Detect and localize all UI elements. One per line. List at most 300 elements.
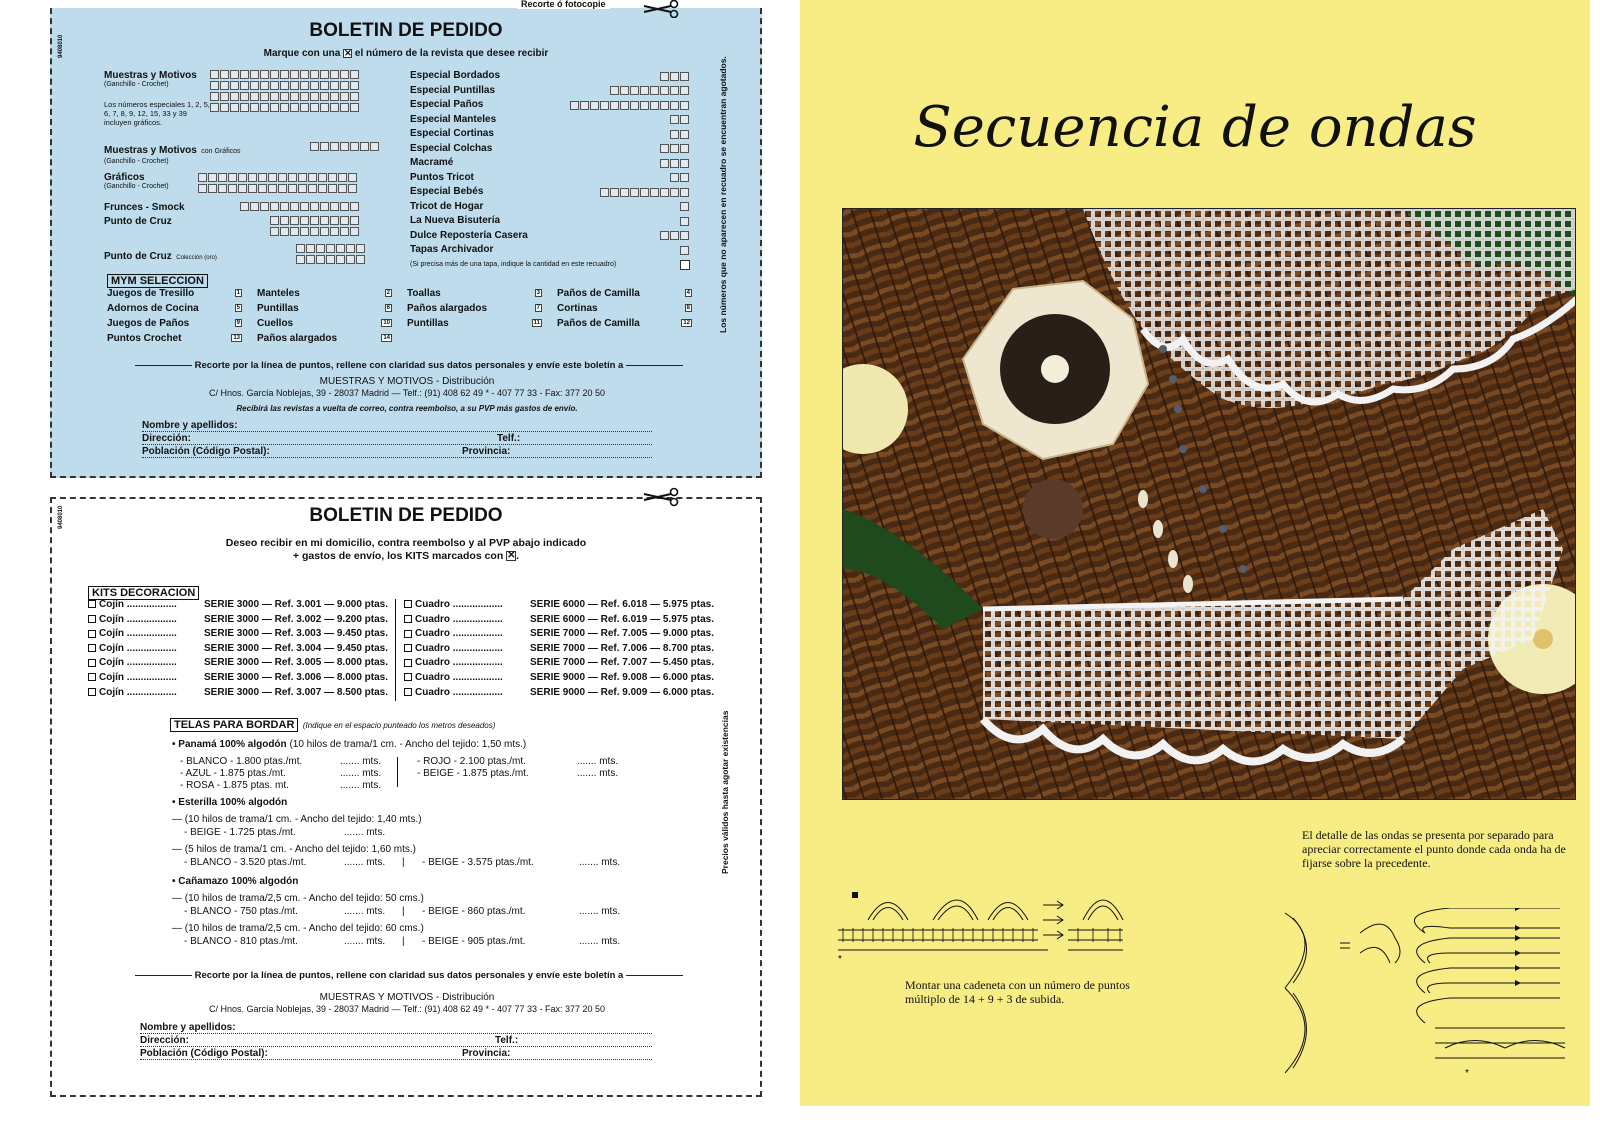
issue-checkbox[interactable] [260, 70, 269, 79]
kit-checkbox[interactable] [88, 659, 96, 667]
canamazo-line1: - BLANCO - 750 ptas./mt. ....... mts. | - BEIGE - 860 ptas./mt. ....... mts. [184, 906, 621, 917]
kit-checkbox[interactable] [88, 688, 96, 696]
issue-checkbox[interactable] [268, 173, 277, 182]
issue-checkbox[interactable] [670, 144, 679, 153]
issue-checkbox[interactable] [620, 101, 629, 110]
issue-checkbox[interactable] [328, 173, 337, 182]
issue-checkbox[interactable] [650, 101, 659, 110]
mym-item[interactable]: Adornos de Cocina 5 [107, 303, 240, 314]
issue-checkbox[interactable] [670, 72, 679, 81]
kit-row[interactable]: Cojín .................. SERIE 3000 — Ref. 3.007 — 8.500 ptas. [88, 687, 388, 702]
panama-title: • Panamá 100% algodón (10 hilos de trama/1 cm. - Ancho del tejido: 1,50 mts.) [172, 739, 527, 750]
issue-checkbox[interactable] [280, 70, 289, 79]
esterilla-spec1: — (10 hilos de trama/1 cm. - Ancho del tejido: 1,40 mts.) [172, 814, 422, 825]
issue-checkbox[interactable] [320, 70, 329, 79]
form-code: 9408010 [58, 34, 64, 58]
issue-grid-muestras[interactable] [210, 70, 380, 114]
kit-checkbox[interactable] [404, 615, 412, 623]
issue-checkbox[interactable] [360, 142, 369, 151]
issue-checkbox[interactable] [330, 70, 339, 79]
issue-checkbox[interactable] [356, 244, 365, 253]
scissors-icon [642, 487, 682, 507]
issue-checkbox[interactable] [270, 92, 279, 101]
issue-checkbox[interactable] [280, 227, 289, 236]
issue-checkbox[interactable] [260, 92, 269, 101]
issue-checkbox[interactable] [670, 173, 679, 182]
issue-checkbox[interactable] [250, 70, 259, 79]
kit-row[interactable]: Cuadro .................. SERIE 9000 — Ref. 9.008 — 6.000 ptas. [404, 672, 714, 687]
issue-checkbox[interactable] [306, 244, 315, 253]
kit-checkbox[interactable] [88, 630, 96, 638]
kit-checkbox[interactable] [88, 615, 96, 623]
form-subtitle: Marque con una ✕ el número de la revista que desee recibir [263, 47, 549, 59]
issue-checkbox[interactable] [336, 255, 345, 264]
issue-grid-frunces[interactable] [240, 202, 360, 213]
issue-checkbox[interactable] [340, 202, 349, 211]
panama-right-mts[interactable]: ....... mts. ....... mts. [577, 756, 619, 779]
form-title: BOLETIN DE PEDIDO [309, 505, 503, 526]
issue-checkbox[interactable] [296, 255, 305, 264]
issue-checkbox[interactable] [350, 142, 359, 151]
kit-checkbox[interactable] [404, 659, 412, 667]
issue-checkbox[interactable] [670, 86, 679, 95]
issue-checkbox[interactable] [620, 188, 629, 197]
address-field[interactable]: Dirección: Telf.: [140, 1035, 652, 1047]
issue-grid-coleccion[interactable] [296, 244, 386, 266]
kit-row[interactable]: Cojín .................. SERIE 3000 — Ref. 3.001 — 9.000 ptas. [88, 599, 388, 614]
issue-checkbox[interactable] [310, 92, 319, 101]
special-issue-row [410, 85, 690, 100]
issue-checkbox[interactable] [210, 70, 219, 79]
crochet-chart-detail [1275, 908, 1570, 1078]
issue-checkbox[interactable] [310, 202, 319, 211]
issue-checkbox[interactable] [310, 81, 319, 90]
special-issue-label: Tricot de Hogar [410, 200, 484, 212]
issue-checkbox[interactable] [316, 244, 325, 253]
issue-checkbox[interactable] [250, 202, 259, 211]
issue-checkbox[interactable] [310, 70, 319, 79]
issue-checkbox[interactable] [650, 86, 659, 95]
special-issue-row [410, 186, 690, 201]
issue-checkbox[interactable] [240, 202, 249, 211]
form-code: 9408010 [58, 505, 64, 529]
issue-checkbox[interactable] [660, 144, 669, 153]
name-field[interactable]: Nombre y apellidos: [140, 1022, 652, 1034]
issue-checkbox[interactable] [238, 173, 247, 182]
issue-checkbox[interactable] [310, 103, 319, 112]
issue-checkbox[interactable] [580, 101, 589, 110]
issue-checkbox[interactable] [326, 255, 335, 264]
kit-row[interactable]: Cojín .................. SERIE 3000 — Ref. 3.003 — 9.450 ptas. [88, 628, 388, 643]
kit-row[interactable]: Cuadro .................. SERIE 7000 — Ref. 7.005 — 9.000 ptas. [404, 628, 714, 643]
issue-checkbox[interactable] [270, 227, 279, 236]
issue-checkbox[interactable] [340, 70, 349, 79]
issue-checkbox[interactable] [316, 255, 325, 264]
issue-checkbox[interactable] [340, 227, 349, 236]
issue-checkbox[interactable] [280, 216, 289, 225]
issue-checkbox[interactable] [210, 81, 219, 90]
issue-checkbox[interactable] [288, 173, 297, 182]
kit-checkbox[interactable] [88, 644, 96, 652]
issue-checkbox[interactable] [326, 244, 335, 253]
issue-checkbox[interactable] [220, 103, 229, 112]
issue-checkbox[interactable] [346, 244, 355, 253]
address-field[interactable]: Dirección: Telf.: [142, 433, 652, 445]
special-issue-row [410, 230, 690, 245]
kit-checkbox[interactable] [404, 630, 412, 638]
delivery-note: Recibirá las revistas a vuelta de correo, contra reembolso, a su PVP más gastos de envío. [236, 404, 578, 413]
issue-checkbox[interactable] [300, 227, 309, 236]
special-issue-label: Macramé [410, 157, 454, 168]
issue-checkbox[interactable] [298, 184, 307, 193]
issue-checkbox[interactable] [660, 86, 669, 95]
issue-checkbox[interactable] [300, 81, 309, 90]
issue-checkbox[interactable] [346, 255, 355, 264]
issue-checkbox[interactable] [610, 86, 619, 95]
issue-checkbox[interactable] [308, 184, 317, 193]
issue-checkbox[interactable] [630, 101, 639, 110]
issue-checkbox[interactable] [260, 202, 269, 211]
issue-checkbox[interactable] [290, 103, 299, 112]
issue-grid-muestras-graficos[interactable] [310, 142, 380, 153]
issue-checkbox[interactable] [660, 231, 669, 240]
issue-checkbox[interactable] [660, 72, 669, 81]
issue-checkbox[interactable] [208, 184, 217, 193]
issue-checkbox[interactable] [280, 202, 289, 211]
issue-grid-punto-cruz[interactable] [270, 216, 380, 238]
city-field[interactable]: Población (Código Postal): Provincia: [142, 446, 652, 458]
issue-checkbox[interactable] [250, 81, 259, 90]
issue-checkbox[interactable] [350, 202, 359, 211]
vertical-note: Precios válidos hasta agotar existencias [720, 710, 730, 874]
issue-checkbox[interactable] [348, 173, 357, 182]
issue-checkbox[interactable] [320, 92, 329, 101]
kit-checkbox[interactable] [404, 673, 412, 681]
row-frunces: Frunces - Smock [104, 202, 185, 213]
issue-checkbox[interactable] [640, 101, 649, 110]
mym-item[interactable]: Cortinas 8 [557, 303, 690, 314]
issue-checkbox[interactable] [290, 81, 299, 90]
issue-checkbox[interactable] [220, 70, 229, 79]
issue-checkbox[interactable] [348, 184, 357, 193]
kit-row[interactable]: Cuadro .................. SERIE 6000 — Ref. 6.019 — 5.975 ptas. [404, 614, 714, 629]
special-note: Los números especiales 1, 2, 5, 6, 7, 8, 9, 12, 15, 33 y 39 incluyen gráficos. [104, 100, 210, 127]
issue-checkbox[interactable] [670, 130, 679, 139]
issue-checkbox[interactable] [248, 184, 257, 193]
issue-checkbox[interactable] [320, 216, 329, 225]
issue-checkbox[interactable] [258, 173, 267, 182]
kit-row[interactable]: Cuadro .................. SERIE 7000 — Ref. 7.006 — 8.700 ptas. [404, 643, 714, 658]
address: C/ Hnos. García Noblejas, 39 - 28037 Madrid — Telf.: (91) 408 62 49 * - 407 77 33 - Fax: 377 20 50 [208, 388, 606, 398]
issue-checkbox[interactable] [680, 202, 689, 211]
row-muestras-graficos: Muestras y Motivos con Gráficos (Ganchillo - Crochet) [104, 145, 241, 165]
issue-checkbox[interactable] [218, 173, 227, 182]
issue-checkbox[interactable] [300, 70, 309, 79]
mym-item[interactable]: Paños alargados 14 [257, 333, 390, 344]
issue-checkbox[interactable] [570, 101, 579, 110]
kit-checkbox[interactable] [404, 600, 412, 608]
special-issue-label: Especial Cortinas [410, 128, 494, 139]
issue-checkbox[interactable] [260, 81, 269, 90]
issue-checkbox[interactable] [680, 231, 689, 240]
issue-checkbox[interactable] [270, 81, 279, 90]
issue-checkbox[interactable] [350, 227, 359, 236]
issue-checkbox[interactable] [680, 101, 689, 110]
issue-checkbox[interactable] [660, 101, 669, 110]
cut-label: Recorte ó fotocopie [517, 0, 610, 9]
issue-checkbox[interactable] [350, 216, 359, 225]
order-form-kits [50, 497, 762, 1097]
issue-checkbox[interactable] [680, 159, 689, 168]
issue-checkbox[interactable] [230, 92, 239, 101]
mym-grid [107, 288, 707, 348]
kit-row[interactable]: Cojín .................. SERIE 3000 — Ref. 3.004 — 9.450 ptas. [88, 643, 388, 658]
issue-checkbox[interactable] [340, 103, 349, 112]
issue-checkbox[interactable] [670, 231, 679, 240]
issue-checkbox[interactable] [640, 86, 649, 95]
special-issue-row [410, 201, 690, 216]
panama-right: - ROJO - 2.100 ptas./mt. - BEIGE - 1.875 ptas./mt. [417, 756, 529, 779]
issue-checkbox[interactable] [290, 216, 299, 225]
issue-checkbox[interactable] [338, 173, 347, 182]
issue-checkbox[interactable] [306, 255, 315, 264]
issue-checkbox[interactable] [230, 81, 239, 90]
issue-checkbox[interactable] [270, 70, 279, 79]
issue-checkbox[interactable] [208, 173, 217, 182]
issue-checkbox[interactable] [318, 173, 327, 182]
issue-checkbox[interactable] [338, 184, 347, 193]
kit-checkbox[interactable] [404, 688, 412, 696]
issue-checkbox[interactable] [310, 216, 319, 225]
issue-checkbox[interactable] [660, 159, 669, 168]
issue-checkbox[interactable] [350, 92, 359, 101]
city-field[interactable]: Población (Código Postal): Provincia: [140, 1048, 652, 1060]
esterilla-line1: - BEIGE - 1.725 ptas./mt. ....... mts. [184, 827, 386, 838]
issue-checkbox[interactable] [330, 227, 339, 236]
issue-checkbox[interactable] [260, 103, 269, 112]
issue-checkbox[interactable] [680, 217, 689, 226]
issue-checkbox[interactable] [290, 202, 299, 211]
name-field[interactable]: Nombre y apellidos: [142, 420, 652, 432]
tapas-note: (Si precisa más de una tapa, indique la cantidad en este recuadro) [410, 261, 617, 268]
issue-checkbox[interactable] [320, 103, 329, 112]
issue-checkbox[interactable] [280, 103, 289, 112]
lace-photo-illustration [843, 209, 1576, 800]
kit-checkbox[interactable] [404, 644, 412, 652]
issue-checkbox[interactable] [296, 244, 305, 253]
issue-checkbox[interactable] [350, 70, 359, 79]
issue-checkbox[interactable] [270, 103, 279, 112]
issue-checkbox[interactable] [230, 70, 239, 79]
issue-checkbox[interactable] [330, 103, 339, 112]
issue-checkbox[interactable] [640, 188, 649, 197]
issue-checkbox[interactable] [270, 216, 279, 225]
issue-checkbox[interactable] [680, 115, 689, 124]
issue-checkbox[interactable] [198, 184, 207, 193]
issue-checkbox[interactable] [680, 173, 689, 182]
esterilla-line2: - BLANCO - 3.520 ptas./mt. ....... mts. | - BEIGE - 3.575 ptas./mt. ....... mts. [184, 857, 621, 868]
issue-checkbox[interactable] [278, 173, 287, 182]
special-issue-label: Especial Paños [410, 99, 484, 110]
issue-checkbox[interactable] [680, 86, 689, 95]
issue-checkbox[interactable] [330, 142, 339, 151]
issue-checkbox[interactable] [680, 144, 689, 153]
issue-checkbox[interactable] [290, 70, 299, 79]
form-subtitle: Deseo recibir en mi domicilio, contra reembolso y al PVP abajo indicado [225, 537, 587, 549]
issue-checkbox[interactable] [340, 216, 349, 225]
issue-checkbox[interactable] [240, 81, 249, 90]
mym-item[interactable]: Paños alargados 7 [407, 303, 540, 314]
issue-checkbox[interactable] [240, 92, 249, 101]
tapas-quantity-box[interactable] [680, 260, 690, 270]
svg-text:*: * [838, 954, 842, 965]
kit-row[interactable]: Cuadro .................. SERIE 6000 — Ref. 6.018 — 5.975 ptas. [404, 599, 714, 614]
issue-checkbox[interactable] [198, 173, 207, 182]
form-subtitle-2: + gastos de envío, los KITS marcados con ✕. [292, 550, 520, 562]
caption-detail: El detalle de las ondas se presenta por separado para apreciar correctamente el punto donde cada onda ha de fijarse sobre la precedente. [1302, 828, 1566, 870]
issue-checkbox[interactable] [218, 184, 227, 193]
panama-divider [397, 757, 398, 787]
issue-checkbox[interactable] [300, 92, 309, 101]
telas-title: TELAS PARA BORDAR (Indique en el espacio punteado los metros deseados) [170, 715, 495, 733]
panama-left-mts[interactable]: ....... mts. ....... mts. ....... mts. [340, 756, 382, 791]
issue-checkbox[interactable] [336, 244, 345, 253]
issue-checkbox[interactable] [630, 86, 639, 95]
issue-checkbox[interactable] [590, 101, 599, 110]
issue-checkbox[interactable] [620, 86, 629, 95]
issue-checkbox[interactable] [288, 184, 297, 193]
special-issue-row [410, 157, 690, 172]
issue-checkbox[interactable] [670, 101, 679, 110]
issue-checkbox[interactable] [240, 70, 249, 79]
issue-checkbox[interactable] [220, 92, 229, 101]
mym-item[interactable]: Manteles 2 [257, 288, 390, 299]
kit-row[interactable]: Cojín .................. SERIE 3000 — Ref. 3.006 — 8.000 ptas. [88, 672, 388, 687]
issue-checkbox[interactable] [270, 202, 279, 211]
issue-checkbox[interactable] [630, 188, 639, 197]
issue-checkbox[interactable] [308, 173, 317, 182]
issue-checkbox[interactable] [300, 202, 309, 211]
address: C/ Hnos. García Noblejas, 39 - 28037 Madrid — Telf.: (91) 408 62 49 * - 407 77 33 - Fax: 377 20 50 [208, 1004, 606, 1014]
issue-checkbox[interactable] [320, 227, 329, 236]
issue-checkbox[interactable] [350, 81, 359, 90]
issue-checkbox[interactable] [600, 188, 609, 197]
issue-checkbox[interactable] [278, 184, 287, 193]
issue-checkbox[interactable] [600, 101, 609, 110]
issue-checkbox[interactable] [228, 173, 237, 182]
issue-checkbox[interactable] [300, 103, 309, 112]
issue-checkbox[interactable] [318, 184, 327, 193]
issue-checkbox[interactable] [340, 142, 349, 151]
kit-checkbox[interactable] [88, 600, 96, 608]
issue-checkbox[interactable] [258, 184, 267, 193]
issue-checkbox[interactable] [680, 72, 689, 81]
issue-checkbox[interactable] [610, 188, 619, 197]
issue-checkbox[interactable] [370, 142, 379, 151]
issue-checkbox[interactable] [280, 92, 289, 101]
form-title: BOLETIN DE PEDIDO [309, 20, 503, 41]
company: MUESTRAS Y MOTIVOS - Distribución [319, 992, 495, 1003]
issue-checkbox[interactable] [250, 103, 259, 112]
issue-checkbox[interactable] [680, 130, 689, 139]
lace-photo [842, 208, 1576, 800]
issue-checkbox[interactable] [330, 202, 339, 211]
issue-checkbox[interactable] [290, 92, 299, 101]
issue-checkbox[interactable] [320, 81, 329, 90]
issue-checkbox[interactable] [280, 81, 289, 90]
issue-checkbox[interactable] [228, 184, 237, 193]
issue-checkbox[interactable] [350, 103, 359, 112]
issue-checkbox[interactable] [220, 81, 229, 90]
issue-checkbox[interactable] [340, 81, 349, 90]
issue-checkbox[interactable] [230, 103, 239, 112]
issue-checkbox[interactable] [610, 101, 619, 110]
issue-grid-graficos[interactable] [198, 173, 380, 195]
issue-checkbox[interactable] [268, 184, 277, 193]
kit-row[interactable]: Cuadro .................. SERIE 9000 — Ref. 9.009 — 6.000 ptas. [404, 687, 714, 702]
kit-checkbox[interactable] [88, 673, 96, 681]
issue-checkbox[interactable] [248, 173, 257, 182]
issue-checkbox[interactable] [240, 103, 249, 112]
issue-checkbox[interactable] [320, 142, 329, 151]
issue-checkbox[interactable] [670, 188, 679, 197]
kits-list-left [88, 599, 388, 701]
issue-checkbox[interactable] [238, 184, 247, 193]
mym-item[interactable]: Puntillas 11 [407, 318, 540, 329]
special-issue-row [410, 128, 690, 143]
issue-checkbox[interactable] [328, 184, 337, 193]
mym-item[interactable]: Cuellos 10 [257, 318, 390, 329]
issue-checkbox[interactable] [330, 216, 339, 225]
mym-item[interactable]: Toallas 3 [407, 288, 540, 299]
instructions: —————— Recorte por la línea de puntos, rellene con claridad sus datos personales y envíe este boletín a —————— [135, 970, 683, 981]
issue-checkbox[interactable] [298, 173, 307, 182]
mym-item[interactable]: Juegos de Tresillo 1 [107, 288, 240, 299]
canamazo-spec2: — (10 hilos de trama/2,5 cm. - Ancho del tejido: 60 cms.) [172, 923, 424, 934]
special-issue-row [410, 70, 690, 85]
issue-checkbox[interactable] [310, 142, 319, 151]
issue-checkbox[interactable] [680, 188, 689, 197]
mym-item[interactable]: Paños de Camilla 12 [557, 318, 690, 329]
instructions: —————— Recorte por la línea de puntos, rellene con claridad sus datos personales y envíe este boletín a —————— [135, 360, 683, 371]
issue-checkbox[interactable] [670, 115, 679, 124]
issue-checkbox[interactable] [356, 255, 365, 264]
issue-checkbox[interactable] [680, 246, 689, 255]
kit-row[interactable]: Cuadro .................. SERIE 7000 — Ref. 7.007 — 5.450 ptas. [404, 657, 714, 672]
svg-text:*: * [1465, 1068, 1469, 1078]
kit-row[interactable]: Cojín .................. SERIE 3000 — Ref. 3.002 — 9.200 ptas. [88, 614, 388, 629]
issue-checkbox[interactable] [670, 159, 679, 168]
esterilla-spec2: — (5 hilos de trama/1 cm. - Ancho del tejido: 1,60 mts.) [172, 844, 416, 855]
issue-checkbox[interactable] [310, 227, 319, 236]
issue-checkbox[interactable] [330, 81, 339, 90]
issue-checkbox[interactable] [650, 188, 659, 197]
mym-item[interactable]: Puntillas 6 [257, 303, 390, 314]
mym-item[interactable]: Paños de Camilla 4 [557, 288, 690, 299]
mym-item[interactable]: Puntos Crochet 13 [107, 333, 240, 344]
issue-checkbox[interactable] [250, 92, 259, 101]
mym-item[interactable]: Juegos de Paños 9 [107, 318, 240, 329]
issue-checkbox[interactable] [330, 92, 339, 101]
issue-checkbox[interactable] [340, 92, 349, 101]
kit-row[interactable]: Cojín .................. SERIE 3000 — Ref. 3.005 — 8.000 ptas. [88, 657, 388, 672]
issue-checkbox[interactable] [300, 216, 309, 225]
esterilla-title: • Esterilla 100% algodón [172, 797, 288, 808]
issue-checkbox[interactable] [320, 202, 329, 211]
issue-checkbox[interactable] [660, 188, 669, 197]
issue-checkbox[interactable] [290, 227, 299, 236]
panama-left: - BLANCO - 1.800 ptas./mt. - AZUL - 1.875 ptas./mt. - ROSA - 1.875 ptas. mt. [180, 756, 303, 791]
